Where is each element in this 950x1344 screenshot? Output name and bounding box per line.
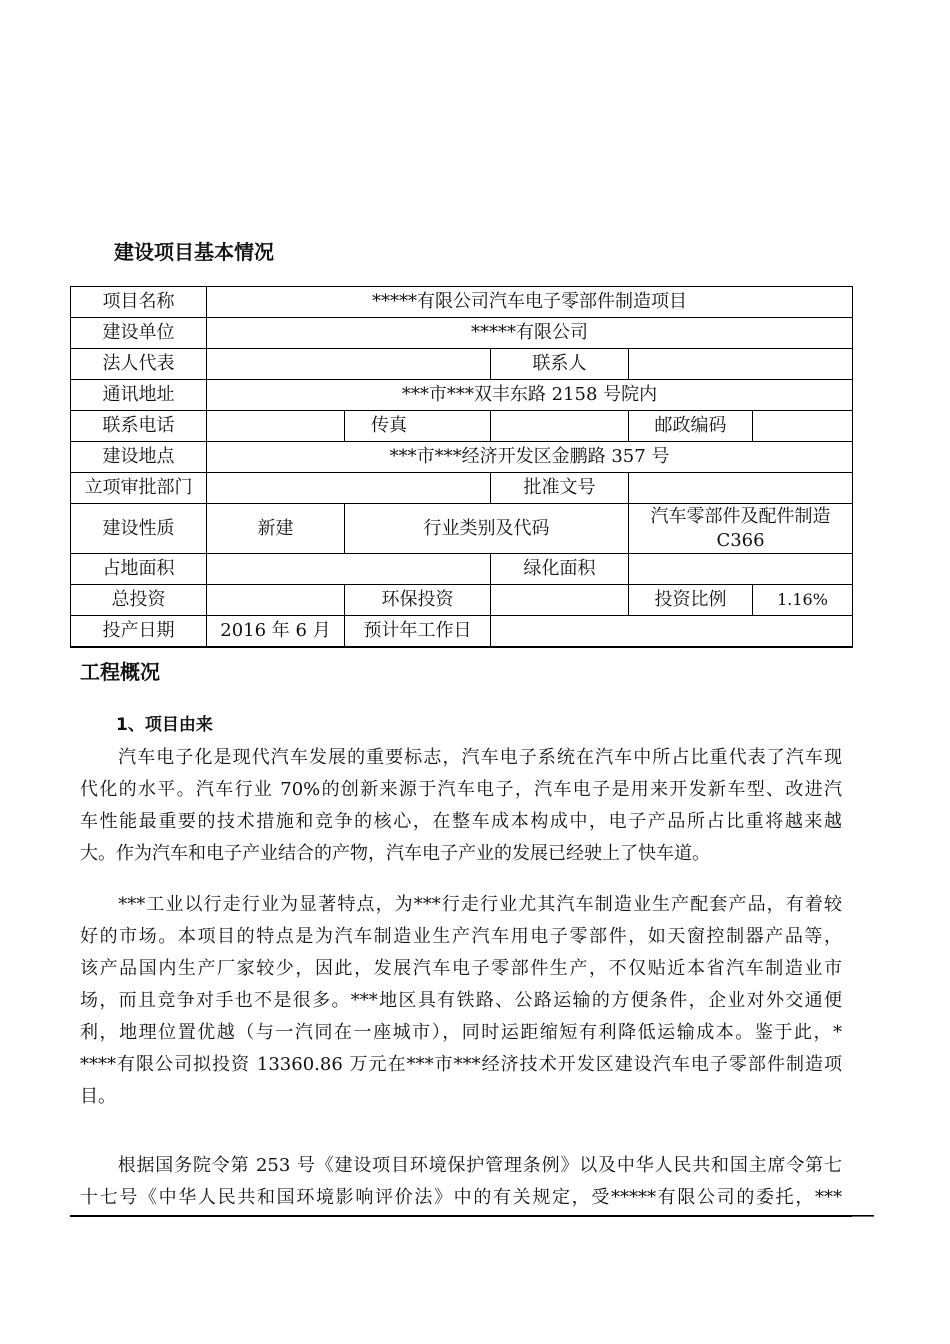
green-label: 绿化面积 (491, 554, 629, 585)
nature-value: 新建 (207, 504, 345, 554)
industry-value: 汽车零部件及配件制造 C366 (629, 504, 853, 554)
builder-value: *****有限公司 (207, 318, 853, 349)
green-value (629, 554, 853, 585)
project-info-table (70, 286, 853, 648)
work-days-value (491, 616, 853, 647)
section-title: 工程概况 (80, 660, 160, 684)
table-row (71, 442, 853, 473)
contact-value (629, 349, 853, 380)
text-line: 好的市场。本项目的特点是为汽车制造业生产汽车用电子零部件，如天窗控制器产品等， (80, 926, 842, 947)
table-row (71, 473, 853, 504)
area-value (207, 554, 491, 585)
approval-dept-label: 立项审批部门 (71, 473, 207, 504)
text-line: 利，地理位置优越（与一汽同在一座城市），同时运距缩短有利降低运输成本。鉴于此，* (80, 1022, 842, 1043)
table-row (71, 411, 853, 442)
project-name-label: 项目名称 (71, 287, 207, 318)
builder-label: 建设单位 (71, 318, 207, 349)
site-value: ***市***经济开发区金鹏路 357 号 (207, 442, 853, 473)
approval-no-label: 批准文号 (491, 473, 629, 504)
table-row (71, 380, 853, 411)
table-row (71, 318, 853, 349)
paragraph-3 (80, 1150, 842, 1214)
contact-label: 联系人 (491, 349, 629, 380)
project-name-value: *****有限公司汽车电子零部件制造项目 (207, 287, 853, 318)
text-line: ***工业以行走行业为显著特点，为***行走行业尤其汽车制造业生产配套产品，有着较 (80, 894, 842, 915)
ratio-value: 1.16% (753, 585, 853, 616)
sub-title: 1、项目由来 (116, 715, 213, 735)
total-inv-value (207, 585, 345, 616)
text-line: 该产品国内生产厂家较少，因此，发展汽车电子零部件生产，不仅贴近本省汽车制造业市 (80, 958, 842, 979)
footer-rule-extension (852, 1216, 874, 1217)
text-line: 场，而且竞争对手也不是很多。***地区具有铁路、公路运输的方便条件，企业对外交通便 (80, 990, 842, 1011)
table-row (71, 616, 853, 647)
nature-label: 建设性质 (71, 504, 207, 554)
table-row (71, 504, 853, 554)
legal-rep-label: 法人代表 (71, 349, 207, 380)
legal-rep-value (207, 349, 491, 380)
fax-label: 传真 (345, 411, 491, 442)
postcode-value (753, 411, 853, 442)
text-line: 根据国务院令第 253 号《建设项目环境保护管理条例》以及中华人民共和国主席令第七 (80, 1155, 842, 1176)
text-line: 十七号《中华人民共和国环境影响评价法》中的有关规定，受*****有限公司的委托，*** (80, 1187, 842, 1208)
approval-dept-value (207, 473, 491, 504)
paragraph-2 (80, 889, 842, 1113)
prod-date-label: 投产日期 (71, 616, 207, 647)
env-inv-label: 环保投资 (345, 585, 491, 616)
site-label: 建设地点 (71, 442, 207, 473)
table-row (71, 554, 853, 585)
address-label: 通讯地址 (71, 380, 207, 411)
table-row (71, 349, 853, 380)
approval-no-value (629, 473, 853, 504)
table-row (71, 287, 853, 318)
text-line: ****有限公司拟投资 13360.86 万元在***市***经济技术开发区建设汽车电子零部件制造项 (80, 1054, 842, 1075)
text-line: 目。 (80, 1086, 116, 1107)
postcode-label: 邮政编码 (629, 411, 753, 442)
phone-label: 联系电话 (71, 411, 207, 442)
total-inv-label: 总投资 (71, 585, 207, 616)
table-row (71, 585, 853, 616)
env-inv-value (491, 585, 629, 616)
text-line: 汽车电子化是现代汽车发展的重要标志，汽车电子系统在汽车中所占比重代表了汽车现 (80, 747, 842, 768)
paragraph-1 (80, 742, 842, 870)
ratio-label: 投资比例 (629, 585, 753, 616)
industry-label: 行业类别及代码 (345, 504, 629, 554)
address-value: ***市***双丰东路 2158 号院内 (207, 380, 853, 411)
work-days-label: 预计年工作日 (345, 616, 491, 647)
page-title: 建设项目基本情况 (114, 240, 274, 264)
area-label: 占地面积 (71, 554, 207, 585)
text-line: 大。作为汽车和电子产业结合的产物，汽车电子产业的发展已经驶上了快车道。 (80, 843, 710, 864)
phone-value (207, 411, 345, 442)
text-line: 代化的水平。汽车行业 70%的创新来源于汽车电子，汽车电子是用来开发新车型、改进汽 (80, 779, 842, 800)
prod-date-value: 2016 年 6 月 (207, 616, 345, 647)
text-line: 车性能最重要的技术措施和竞争的核心，在整车成本构成中，电子产品所占比重将越来越 (80, 811, 842, 832)
fax-value (491, 411, 629, 442)
footer-rule (70, 1215, 874, 1217)
